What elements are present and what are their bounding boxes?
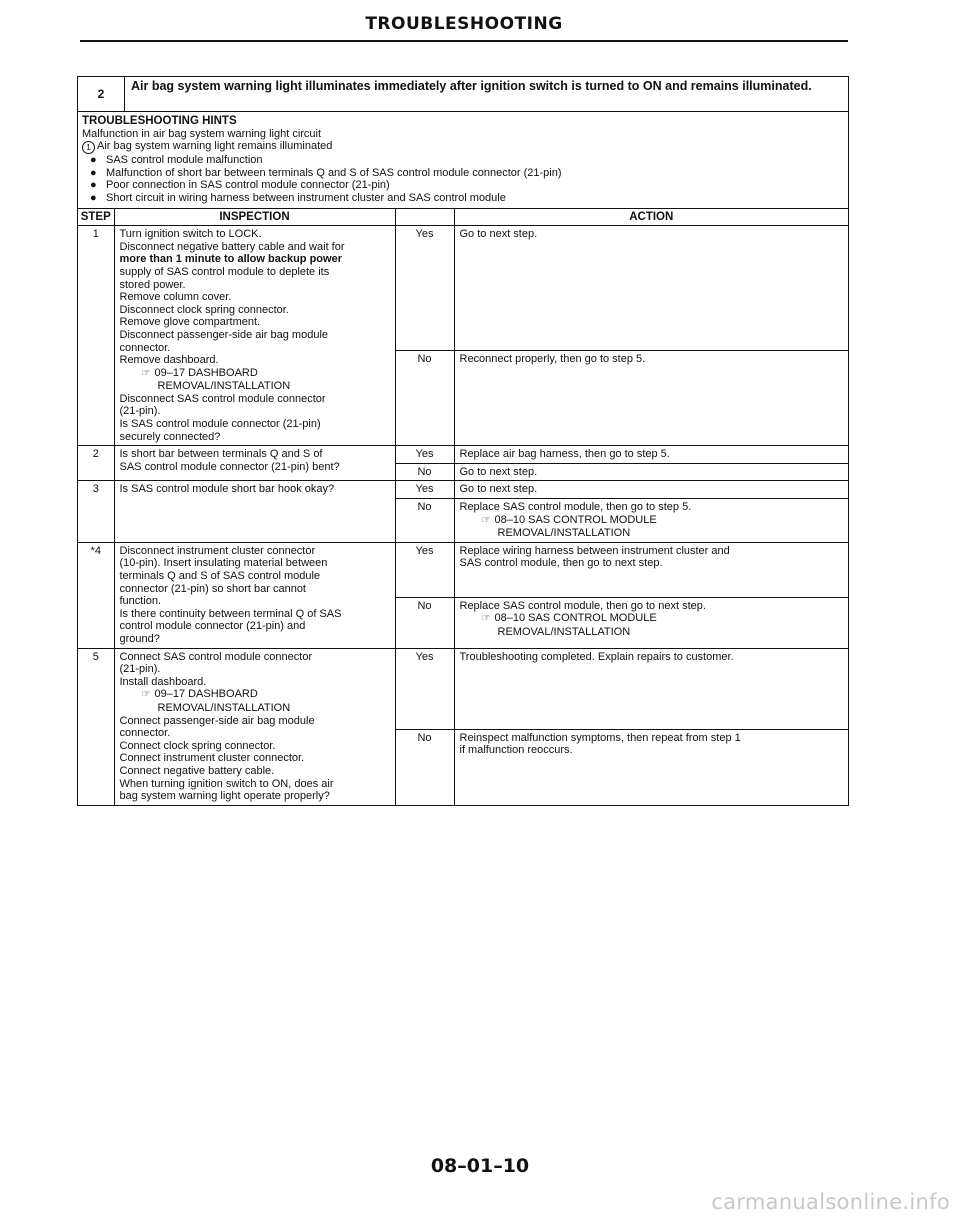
- no-label: No: [395, 463, 454, 481]
- inspection-line: Remove dashboard.: [119, 354, 219, 367]
- site-watermark: carmanualsonline.info: [711, 1190, 950, 1214]
- column-header-yes-no: [395, 209, 454, 226]
- inspection-line: Install dashboard.: [119, 675, 207, 688]
- inspection-line: terminals Q and S of SAS control module: [119, 570, 321, 582]
- column-header-step: STEP: [78, 209, 114, 226]
- reference-arrow-icon: ☞: [141, 689, 151, 701]
- hint-bullet: [82, 192, 844, 205]
- inspection-line: Connect passenger-side air bag module: [119, 714, 315, 727]
- bullet-icon: ●: [90, 191, 97, 204]
- inspection-line: (10-pin). Insert insulating material between: [119, 557, 328, 570]
- action-line: Replace wiring harness between instrument cluster and: [459, 544, 730, 557]
- hint-bullet-text: Poor connection in SAS control module connector (21-pin): [106, 179, 390, 192]
- reference-arrow-icon: ☞: [481, 514, 491, 526]
- reference-text: REMOVAL/INSTALLATION: [497, 527, 631, 540]
- inspection-line: connector.: [119, 727, 171, 740]
- reference-text: REMOVAL/INSTALLATION: [497, 626, 631, 638]
- inspection-line: Disconnect negative battery cable and wait for: [119, 240, 345, 253]
- no-action: Reconnect properly, then go to step 5.: [454, 351, 848, 446]
- reference-text: 08–10 SAS CONTROL MODULE: [494, 513, 657, 526]
- manual-reference[interactable]: [460, 514, 844, 528]
- hint-bullet: [82, 179, 844, 192]
- no-action: Go to next step.: [454, 463, 848, 481]
- no-action: [454, 597, 848, 648]
- hint-bullet-text: SAS control module malfunction: [106, 154, 263, 167]
- table-header-row: [78, 209, 848, 226]
- action-line: Reinspect malfunction symptoms, then repeat from step 1: [459, 731, 741, 744]
- steps-table: [78, 209, 848, 805]
- action-line: if malfunction reoccurs.: [459, 744, 573, 757]
- inspection-line: ground?: [119, 632, 160, 645]
- table-row: [78, 481, 848, 499]
- yes-label: Yes: [395, 226, 454, 351]
- inspection-line: stored power.: [119, 278, 186, 291]
- no-label: No: [395, 351, 454, 446]
- inspection-line: Connect instrument cluster connector.: [119, 752, 305, 765]
- inspection-line: Connect SAS control module connector: [119, 650, 313, 663]
- step-number: 1: [78, 226, 114, 446]
- symptom-row: [78, 77, 848, 112]
- inspection-line: control module connector (21-pin) and: [119, 620, 306, 633]
- inspection-line: Is short bar between terminals Q and S of: [119, 448, 323, 461]
- hints-line: Malfunction in air bag system warning light circuit: [82, 127, 322, 140]
- table-row: [78, 542, 848, 597]
- inspection-line: supply of SAS control module to deplete its: [119, 265, 330, 278]
- header-rule: [80, 40, 848, 42]
- page-header: [80, 14, 848, 34]
- inspection-line: function.: [119, 595, 162, 608]
- inspection-line: Is SAS control module connector (21-pin): [119, 418, 321, 431]
- inspection-line: Connect negative battery cable.: [119, 764, 275, 777]
- no-label: No: [395, 729, 454, 805]
- inspection-line: Disconnect SAS control module connector: [119, 392, 326, 405]
- bullet-icon: ●: [90, 179, 97, 192]
- reference-text: REMOVAL/INSTALLATION: [157, 380, 291, 393]
- yes-label: Yes: [395, 542, 454, 597]
- troubleshooting-frame: [77, 76, 849, 806]
- table-row: [78, 648, 848, 729]
- bullet-icon: ●: [90, 154, 97, 167]
- action-line: Replace SAS control module, then go to next step.: [459, 599, 706, 612]
- page-number: 08–01–10: [430, 1155, 530, 1177]
- yes-action: [454, 542, 848, 597]
- step-inspection: [114, 542, 395, 648]
- reference-arrow-icon: ☞: [481, 613, 491, 625]
- symptom-number: 2: [78, 77, 125, 111]
- step-inspection: [114, 226, 395, 446]
- yes-action: Go to next step.: [454, 481, 848, 499]
- step-inspection: [114, 446, 395, 481]
- no-action: [454, 729, 848, 805]
- symptom-text: Air bag system warning light illuminates immediately after ignition switch is turned to ON and remains illuminated.: [131, 79, 812, 93]
- inspection-line: When turning ignition switch to ON, does air: [119, 777, 334, 790]
- inspection-line: SAS control module connector (21-pin) bent?: [119, 460, 340, 473]
- action-line: Replace SAS control module, then go to step 5.: [459, 501, 692, 514]
- manual-reference[interactable]: [120, 688, 390, 702]
- step-inspection: [114, 481, 395, 542]
- circled-number-marker: 1: [82, 141, 95, 154]
- hint-bullet-text: Malfunction of short bar between terminals Q and S of SAS control module connector (21-pin): [106, 166, 562, 179]
- yes-action: Troubleshooting completed. Explain repairs to customer.: [454, 648, 848, 729]
- no-label: No: [395, 499, 454, 543]
- manual-reference[interactable]: [120, 367, 390, 381]
- table-row: [78, 226, 848, 351]
- hint-bullet-text: Short circuit in wiring harness between instrument cluster and SAS control module: [106, 191, 506, 204]
- reference-text: 09–17 DASHBOARD: [154, 688, 258, 701]
- reference-text: REMOVAL/INSTALLATION: [157, 701, 291, 714]
- yes-label: Yes: [395, 648, 454, 729]
- yes-label: Yes: [395, 446, 454, 464]
- reference-arrow-icon: ☞: [141, 367, 151, 379]
- column-header-inspection: INSPECTION: [114, 209, 395, 226]
- yes-action: Go to next step.: [454, 226, 848, 351]
- step-inspection: [114, 648, 395, 805]
- reference-text: 09–17 DASHBOARD: [154, 366, 258, 379]
- hint-bullet: [82, 154, 844, 167]
- manual-reference[interactable]: [460, 612, 844, 626]
- inspection-line: (21-pin).: [119, 663, 161, 676]
- yes-label: Yes: [395, 481, 454, 499]
- bullet-icon: ●: [90, 166, 97, 179]
- no-action: [454, 499, 848, 543]
- action-line: SAS control module, then go to next step.: [459, 557, 663, 570]
- no-label: No: [395, 597, 454, 648]
- hint-bullet: [82, 167, 844, 180]
- inspection-line: (21-pin).: [119, 405, 161, 418]
- inspection-line: connector (21-pin) so short bar cannot: [119, 582, 306, 595]
- troubleshooting-hints: [78, 112, 848, 209]
- hints-circled-line: [82, 140, 844, 154]
- step-number: 3: [78, 481, 114, 542]
- inspection-line: Remove column cover.: [119, 291, 232, 304]
- hints-line: Air bag system warning light remains illuminated: [97, 140, 333, 153]
- inspection-line: connector.: [119, 341, 171, 354]
- inspection-line: Turn ignition switch to LOCK.: [119, 228, 262, 241]
- table-row: [78, 446, 848, 464]
- inspection-line: more than 1 minute to allow backup power: [119, 253, 342, 266]
- step-number: 5: [78, 648, 114, 805]
- inspection-line: bag system warning light operate properly?: [119, 790, 330, 803]
- inspection-line: Disconnect instrument cluster connector: [119, 544, 316, 557]
- inspection-line: Disconnect clock spring connector.: [119, 303, 289, 316]
- hints-title: TROUBLESHOOTING HINTS: [82, 115, 237, 127]
- yes-action: Replace air bag harness, then go to step 5.: [454, 446, 848, 464]
- column-header-action: ACTION: [454, 209, 848, 226]
- inspection-line: Is there continuity between terminal Q of SAS: [119, 607, 342, 620]
- inspection-line: Connect clock spring connector.: [119, 739, 276, 752]
- step-number: 2: [78, 446, 114, 481]
- inspection-line: Disconnect passenger-side air bag module: [119, 328, 329, 341]
- page-title: TROUBLESHOOTING: [365, 14, 563, 34]
- inspection-line: Remove glove compartment.: [119, 316, 261, 329]
- inspection-line: securely connected?: [119, 430, 221, 443]
- inspection-line: Is SAS control module short bar hook okay?: [119, 483, 335, 496]
- reference-text: 08–10 SAS CONTROL MODULE: [494, 612, 657, 625]
- step-number: *4: [78, 542, 114, 648]
